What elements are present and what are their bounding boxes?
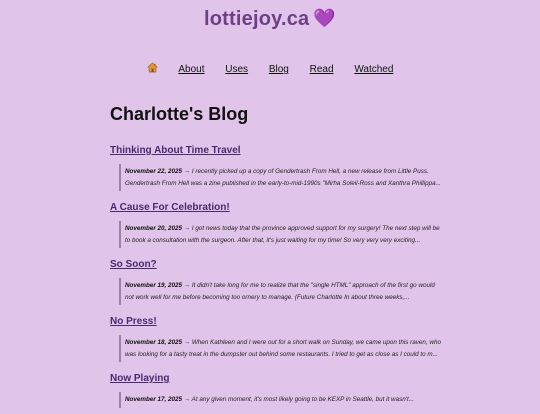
post-date: November 20, 2025 [125, 225, 183, 232]
blog-content [110, 104, 441, 414]
post-date: November 19, 2025 [125, 282, 183, 289]
post-excerpt [119, 335, 443, 362]
post-excerpt [119, 392, 443, 408]
post-excerpt-text: → At any given moment, it's most likely going to be KEXP in Seattle, but it wasn't... [183, 396, 414, 403]
post-excerpt-text: → It didn't take long for me to realize that the "single HTML" approach of the first go would not work well for me before becoming too ornery to manage. (Future Charlotte In about three weeks,... [125, 282, 435, 301]
site-title-text[interactable]: lottiejoy.ca [203, 8, 310, 30]
page-title: Charlotte's Blog [110, 104, 249, 124]
main-nav [0, 62, 540, 76]
post-title-link[interactable]: No Press! [110, 316, 157, 327]
post-date: November 18, 2025 [125, 339, 183, 346]
nav-about[interactable]: About [178, 64, 205, 75]
post-title-link[interactable]: So Soon? [110, 259, 157, 270]
post-excerpt-text: → I recently picked up a copy of Gendertrash From Hell, a new release from Little Puss. Gendertrash From Hell was a zine published in the early-to-mid-1990s "Mirha Soleil-Ross and Xanthra Phillippa... [125, 168, 441, 187]
post-title-link[interactable]: Now Playing [110, 373, 170, 384]
post-date: November 17, 2025 [125, 396, 183, 403]
post-excerpt [119, 278, 443, 305]
site-header [0, 0, 540, 40]
nav-read[interactable]: Read [309, 64, 334, 75]
post-item [110, 197, 440, 248]
nav-home[interactable] [147, 62, 158, 75]
post-excerpt [119, 221, 443, 248]
site-title[interactable] [0, 8, 540, 31]
post-excerpt-text: → When Kathleen and I were out for a short walk on Sunday, we came upon this raven, who was looking for a tasty treat in the dumpster out behind some restaurants. I tried to get as close as I could to m... [125, 339, 441, 358]
nav-watched[interactable]: Watched [354, 64, 394, 75]
post-title-link[interactable]: A Cause For Celebration! [110, 202, 230, 213]
post-item [110, 311, 441, 362]
nav-blog[interactable]: Blog [268, 64, 289, 75]
purple-heart-icon: 💜 [313, 8, 336, 28]
post-title-link[interactable]: Thinking About Time Travel [110, 145, 241, 156]
nav-uses[interactable]: Uses [225, 64, 249, 75]
post-item [110, 368, 430, 408]
post-excerpt [119, 164, 443, 191]
post-date: November 22, 2025 [125, 168, 183, 175]
post-item [110, 140, 441, 191]
post-item [110, 254, 435, 305]
house-icon [147, 62, 158, 73]
post-excerpt-text: → I got news today that the province approved support for my surgery! The next step will be to book a consultation with the surgeon. After that, it's just waiting for my time! So very very very exciting... [125, 225, 440, 244]
